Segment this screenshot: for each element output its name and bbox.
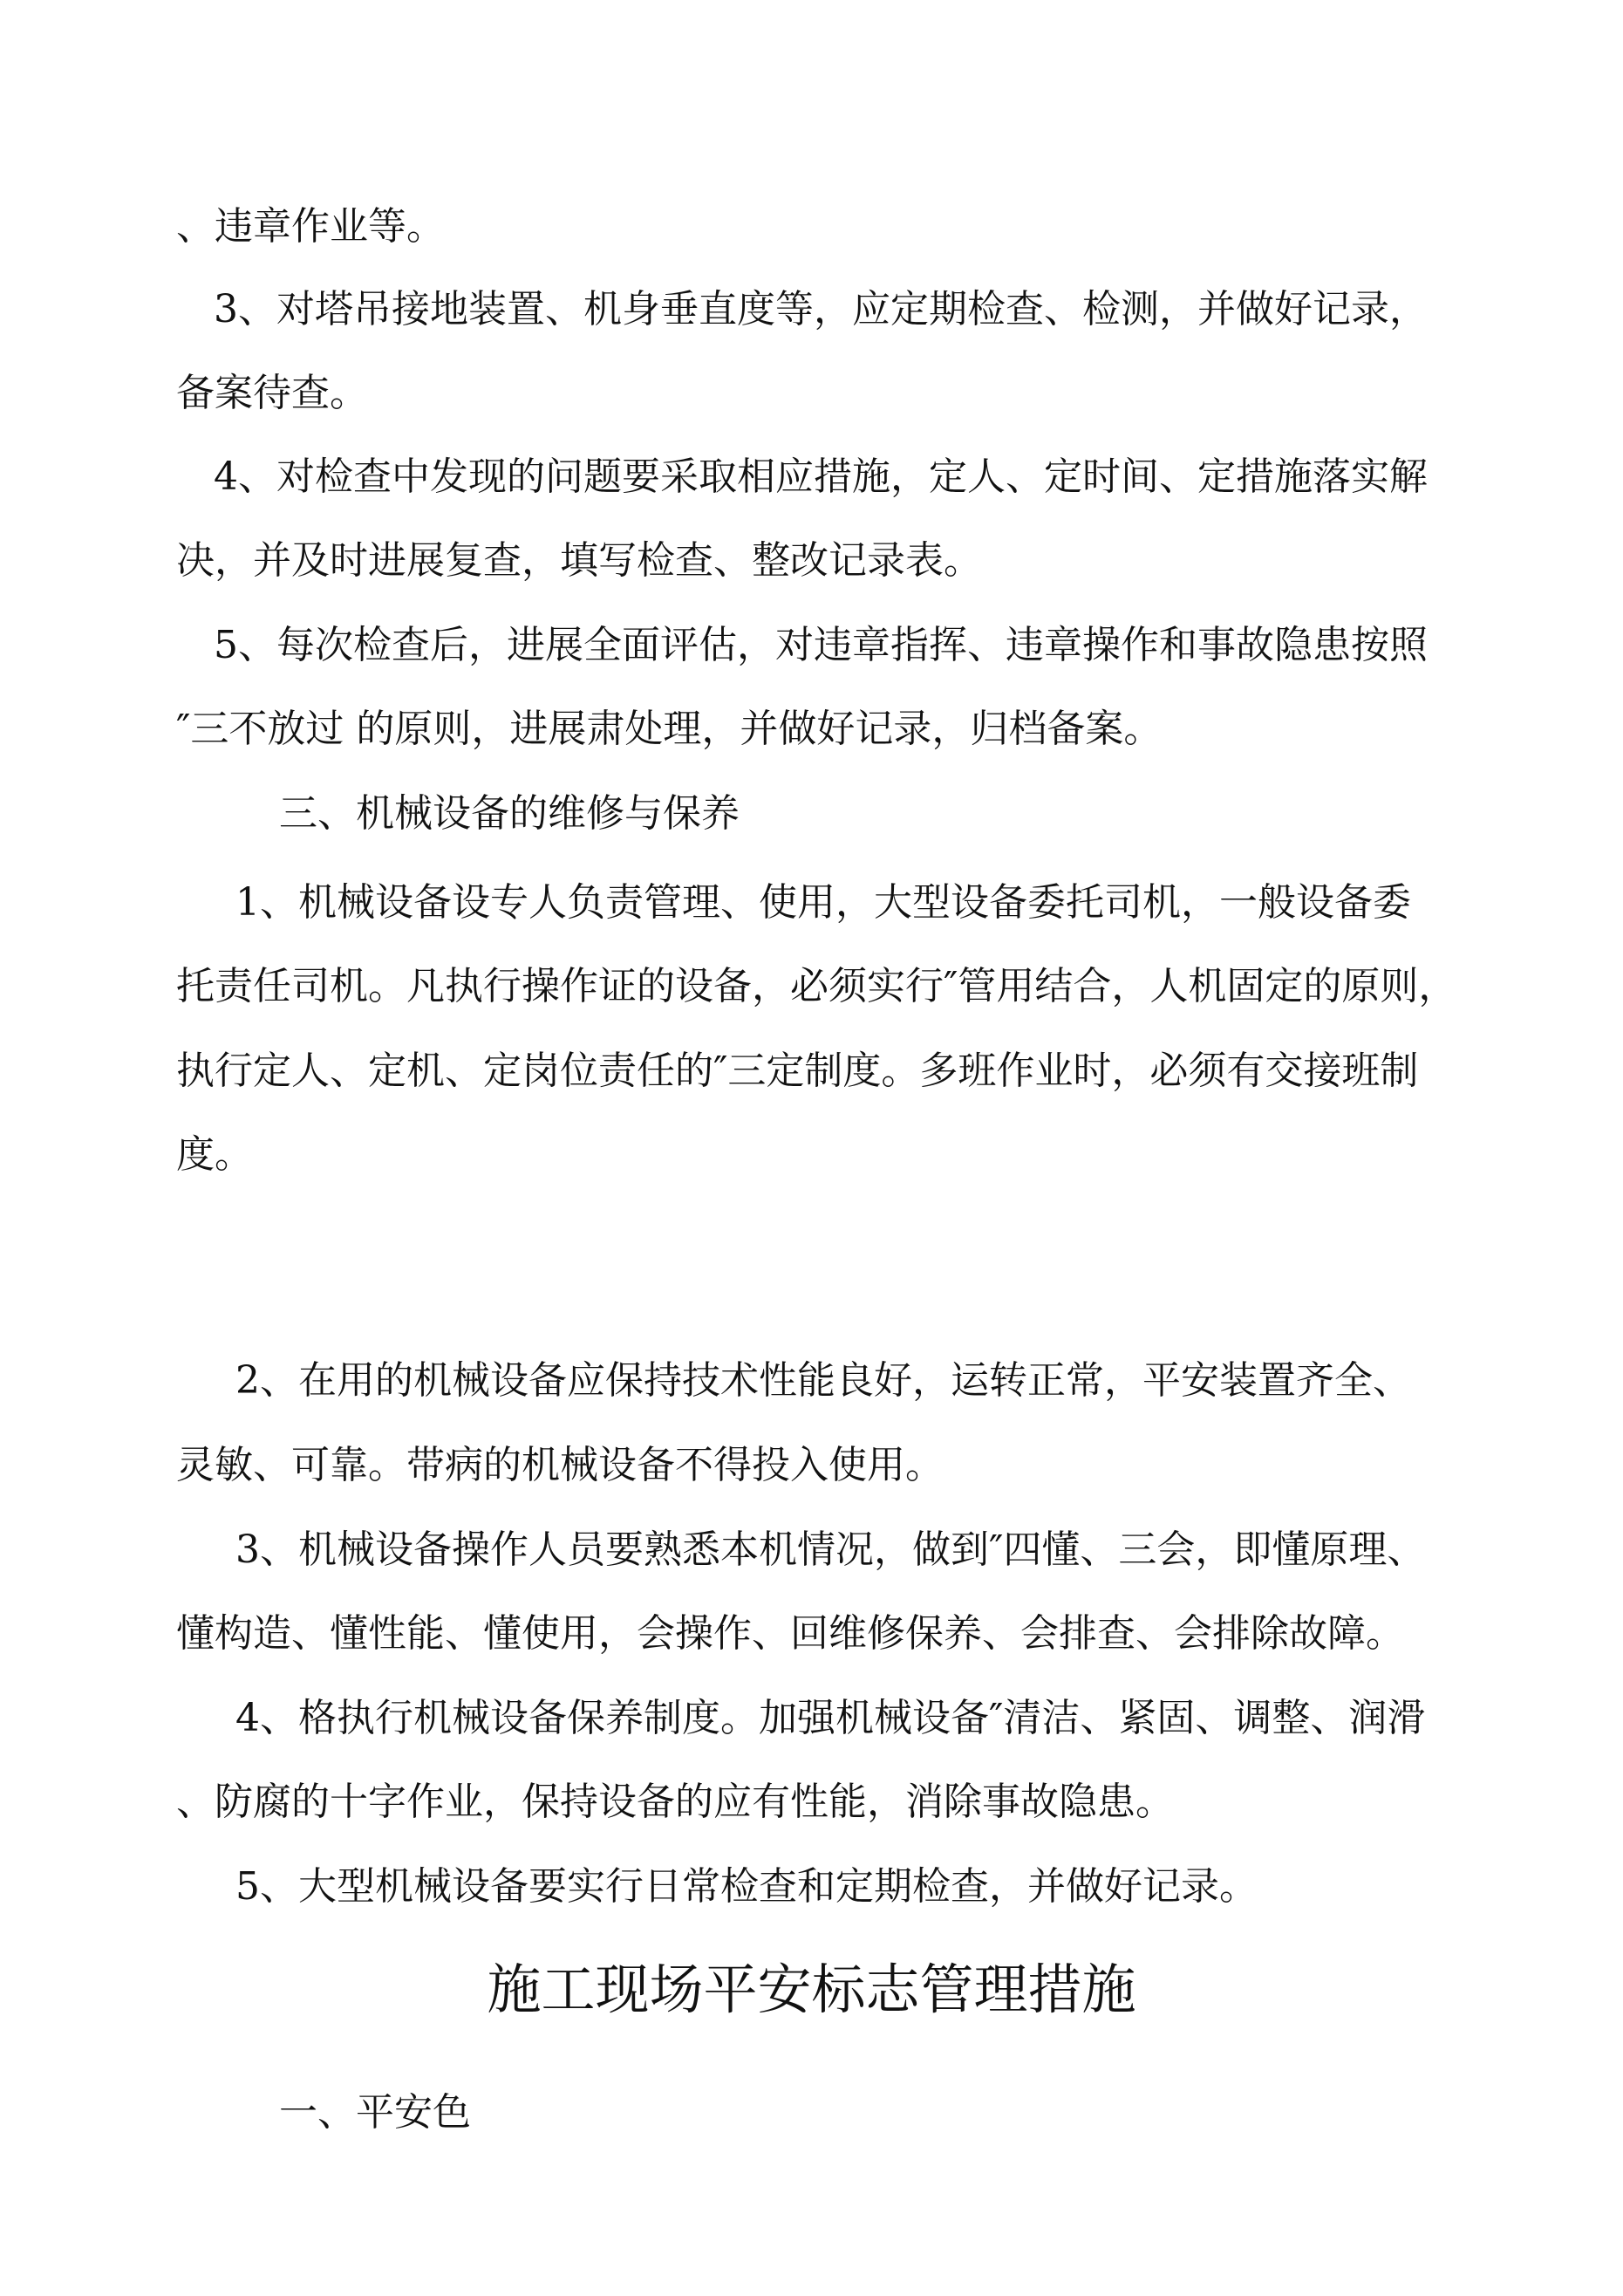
text-line-3: 备案待查。 — [176, 371, 368, 415]
text-line-7: ″三不放过 的原则，进展肃处理，并做好记录，归档备案。 — [176, 707, 1163, 751]
text-line-10: 托责任司机。凡执行操作证的设备，必须实行″管用结合，人机固定的原则， — [176, 964, 1457, 1008]
text-line-5: 决，并及时进展复查，填写检查、整改记录表。 — [176, 538, 982, 583]
text-line-15: 3、机械设备操作人员要熟悉本机情况，做到″四懂、三会，即懂原理、 — [235, 1527, 1426, 1572]
text-line-19: 5、大型机械设备要实行日常检查和定期检查，并做好记录。 — [235, 1864, 1258, 1909]
text-line-1: 、违章作业等。 — [176, 204, 445, 249]
text-line-14: 灵敏、可靠。带病的机械设备不得投入使用。 — [176, 1443, 944, 1487]
text-line-12: 度。 — [176, 1132, 253, 1177]
document-title: 施工现场平安标志管理措施 — [487, 1958, 1136, 2021]
text-line-11: 执行定人、定机、定岗位责任的″三定制度。多班作业时，必须有交接班制 — [176, 1049, 1419, 1093]
text-line-13: 2、在用的机械设备应保持技术性能良好，运转正常，平安装置齐全、 — [235, 1358, 1411, 1403]
text-line-18: 、防腐的十字作业，保持设备的应有性能，消除事故隐患。 — [176, 1780, 1174, 1824]
text-line-6: 5、每次检查后，进展全面评估，对违章指挥、违章操作和事故隐患按照 — [214, 623, 1428, 667]
subheading: 一、平安色 — [279, 2090, 471, 2135]
text-line-9: 1、机械设备设专人负责管理、使用，大型设备委托司机，一般设备委 — [235, 880, 1411, 925]
text-line-17: 4、格执行机械设备保养制度。加强机械设备″清洁、紧固、调整、润滑 — [235, 1696, 1426, 1740]
text-line-4: 4、对检查中发现的问题要采取相应措施，定人、定时间、定措施落实解 — [214, 454, 1428, 499]
text-line-16: 懂构造、懂性能、懂使用，会操作、回维修保养、会排查、会排除故障。 — [176, 1611, 1404, 1656]
text-line-2: 3、对塔吊接地装置、机身垂直度等，应定期检查、检测，并做好记录， — [214, 287, 1428, 331]
section-heading: 三、机械设备的维修与保养 — [279, 791, 740, 836]
